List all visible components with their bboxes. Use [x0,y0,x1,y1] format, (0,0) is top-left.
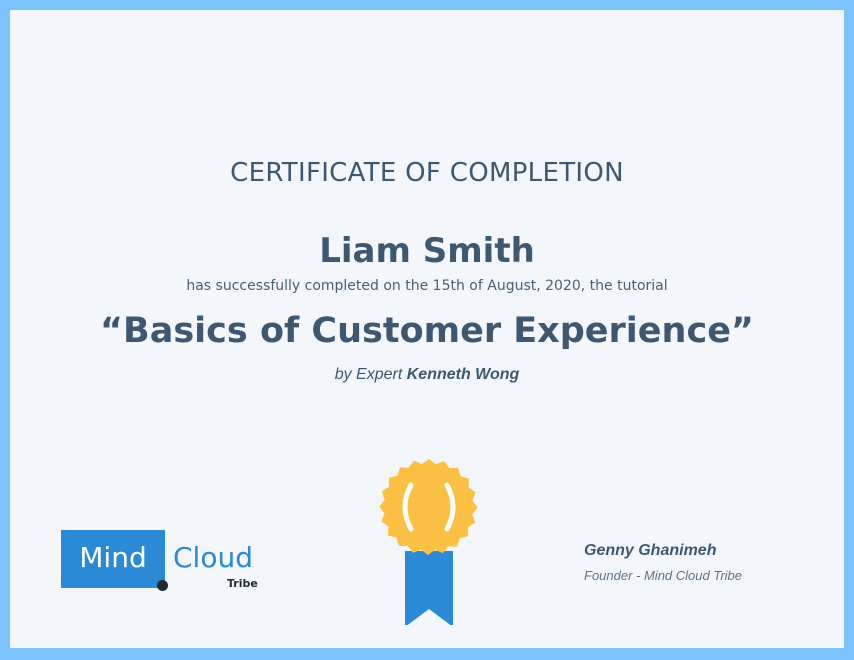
signatory-name: Genny Ghanimeh [584,542,717,559]
mind-cloud-tribe-logo [61,530,271,594]
ribbon-tail [405,551,453,625]
certificate-heading: CERTIFICATE OF COMPLETION [230,158,624,188]
course-title: “Basics of Customer Experience” [100,311,754,351]
logo-dot [157,580,168,591]
logo-word-mind: Mind [79,541,147,574]
byline-prefix: by Expert [334,366,403,383]
expert-name: Kenneth Wong [406,366,520,383]
logo-box [61,530,165,588]
logo-word-tribe: Tribe [227,577,258,590]
seal-body [379,459,477,555]
award-seal-icon [363,455,495,625]
completion-statement: has successfully completed on the 15th of August, 2020, the tutorial [186,278,668,294]
logo-word-cloud: Cloud [173,541,253,574]
signatory-title: Founder - Mind Cloud Tribe [584,568,742,583]
recipient-name: Liam Smith [319,231,535,271]
signatory-block [584,542,814,583]
expert-byline [10,366,844,384]
certificate-frame [10,10,844,648]
